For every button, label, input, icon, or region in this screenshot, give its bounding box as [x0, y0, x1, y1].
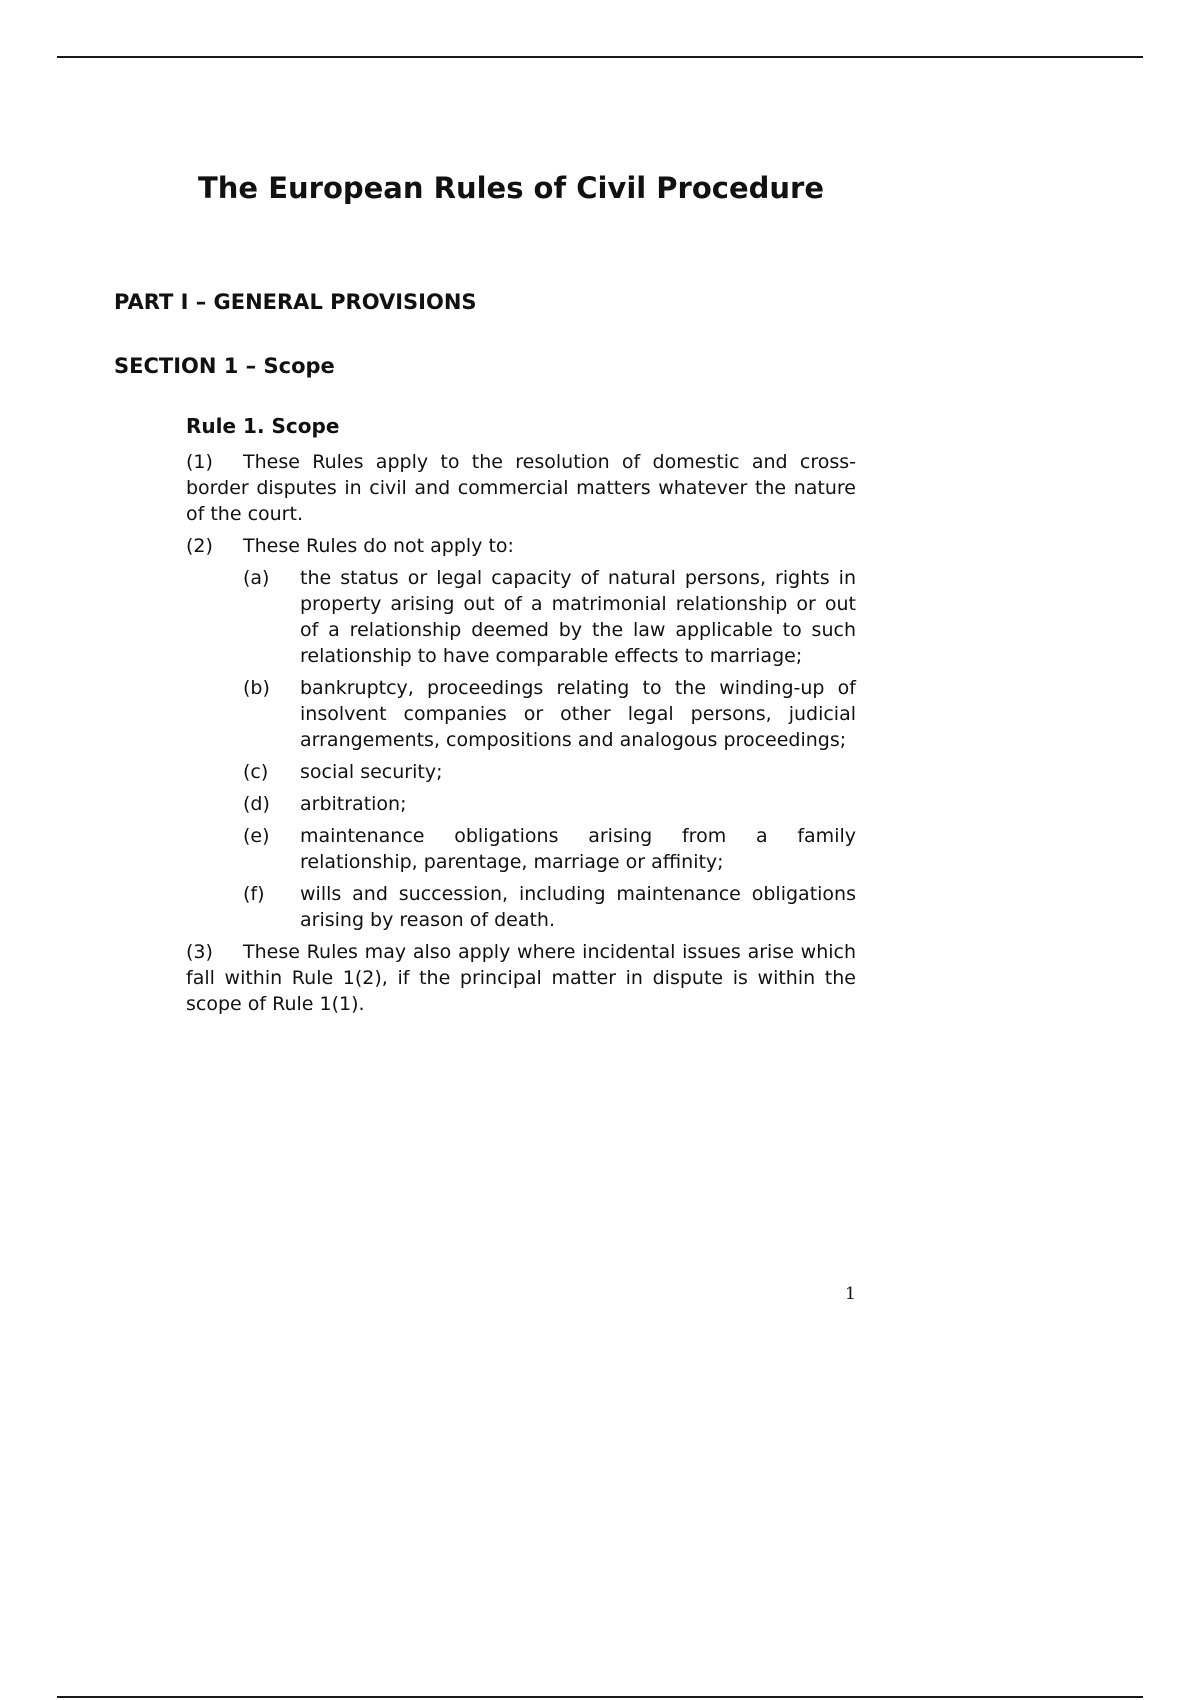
list-item — [243, 565, 856, 669]
header-rule-line — [57, 56, 1143, 58]
list-item — [243, 881, 856, 933]
paragraph-number: (1) — [186, 451, 213, 473]
rule-heading: Rule 1. Scope — [186, 414, 340, 438]
list-item — [243, 675, 856, 753]
list-item-letter: (f) — [243, 883, 265, 905]
paragraph-1 — [186, 449, 856, 527]
paragraph-text: These Rules do not apply to: — [243, 535, 514, 557]
paragraph-2 — [186, 533, 856, 559]
document-title: The European Rules of Civil Procedure — [198, 171, 825, 205]
list-item-letter: (e) — [243, 825, 270, 847]
list-item-letter: (c) — [243, 761, 269, 783]
paragraph-number: (2) — [186, 535, 213, 557]
page-number: 1 — [845, 1284, 856, 1304]
list-item-text: arbitration; — [300, 793, 407, 815]
list-item-text: bankruptcy, proceedings relating to the winding-up of insolvent companies or other legal persons, judicial arrangements, compositions and analogous proceedings; — [300, 677, 856, 751]
paragraph-text: These Rules may also apply where incidental issues arise which fall within Rule 1(2), if the principal matter in dispute is within the scope of Rule 1(1). — [186, 941, 856, 1015]
section-heading: SECTION 1 – Scope — [114, 354, 335, 378]
paragraph-3 — [186, 939, 856, 1017]
paragraph-number: (3) — [186, 941, 213, 963]
list-item-letter: (d) — [243, 793, 270, 815]
part-heading: PART I – GENERAL PROVISIONS — [114, 290, 477, 314]
list-item-letter: (b) — [243, 677, 270, 699]
list-item-text: wills and succession, including maintenance obligations arising by reason of death. — [300, 883, 856, 931]
paragraph-text: These Rules apply to the resolution of domestic and cross-border disputes in civil and commercial matters whatever the nature of the court. — [186, 451, 856, 525]
list-item-text: social security; — [300, 761, 443, 783]
list-item-text: the status or legal capacity of natural persons, rights in property arising out of a matrimonial relationship or out of a relationship deemed by the law applicable to such relationship to have comparable effects to marriage; — [300, 567, 856, 667]
list-item — [243, 791, 856, 817]
rule-1-block — [186, 413, 856, 1023]
list-item — [243, 823, 856, 875]
list-item-text: maintenance obligations arising from a family relationship, parentage, marriage or affinity; — [300, 825, 856, 873]
exclusions-list — [243, 565, 856, 933]
list-item — [243, 759, 856, 785]
list-item-letter: (a) — [243, 567, 270, 589]
footer-rule-line — [57, 1696, 1143, 1698]
